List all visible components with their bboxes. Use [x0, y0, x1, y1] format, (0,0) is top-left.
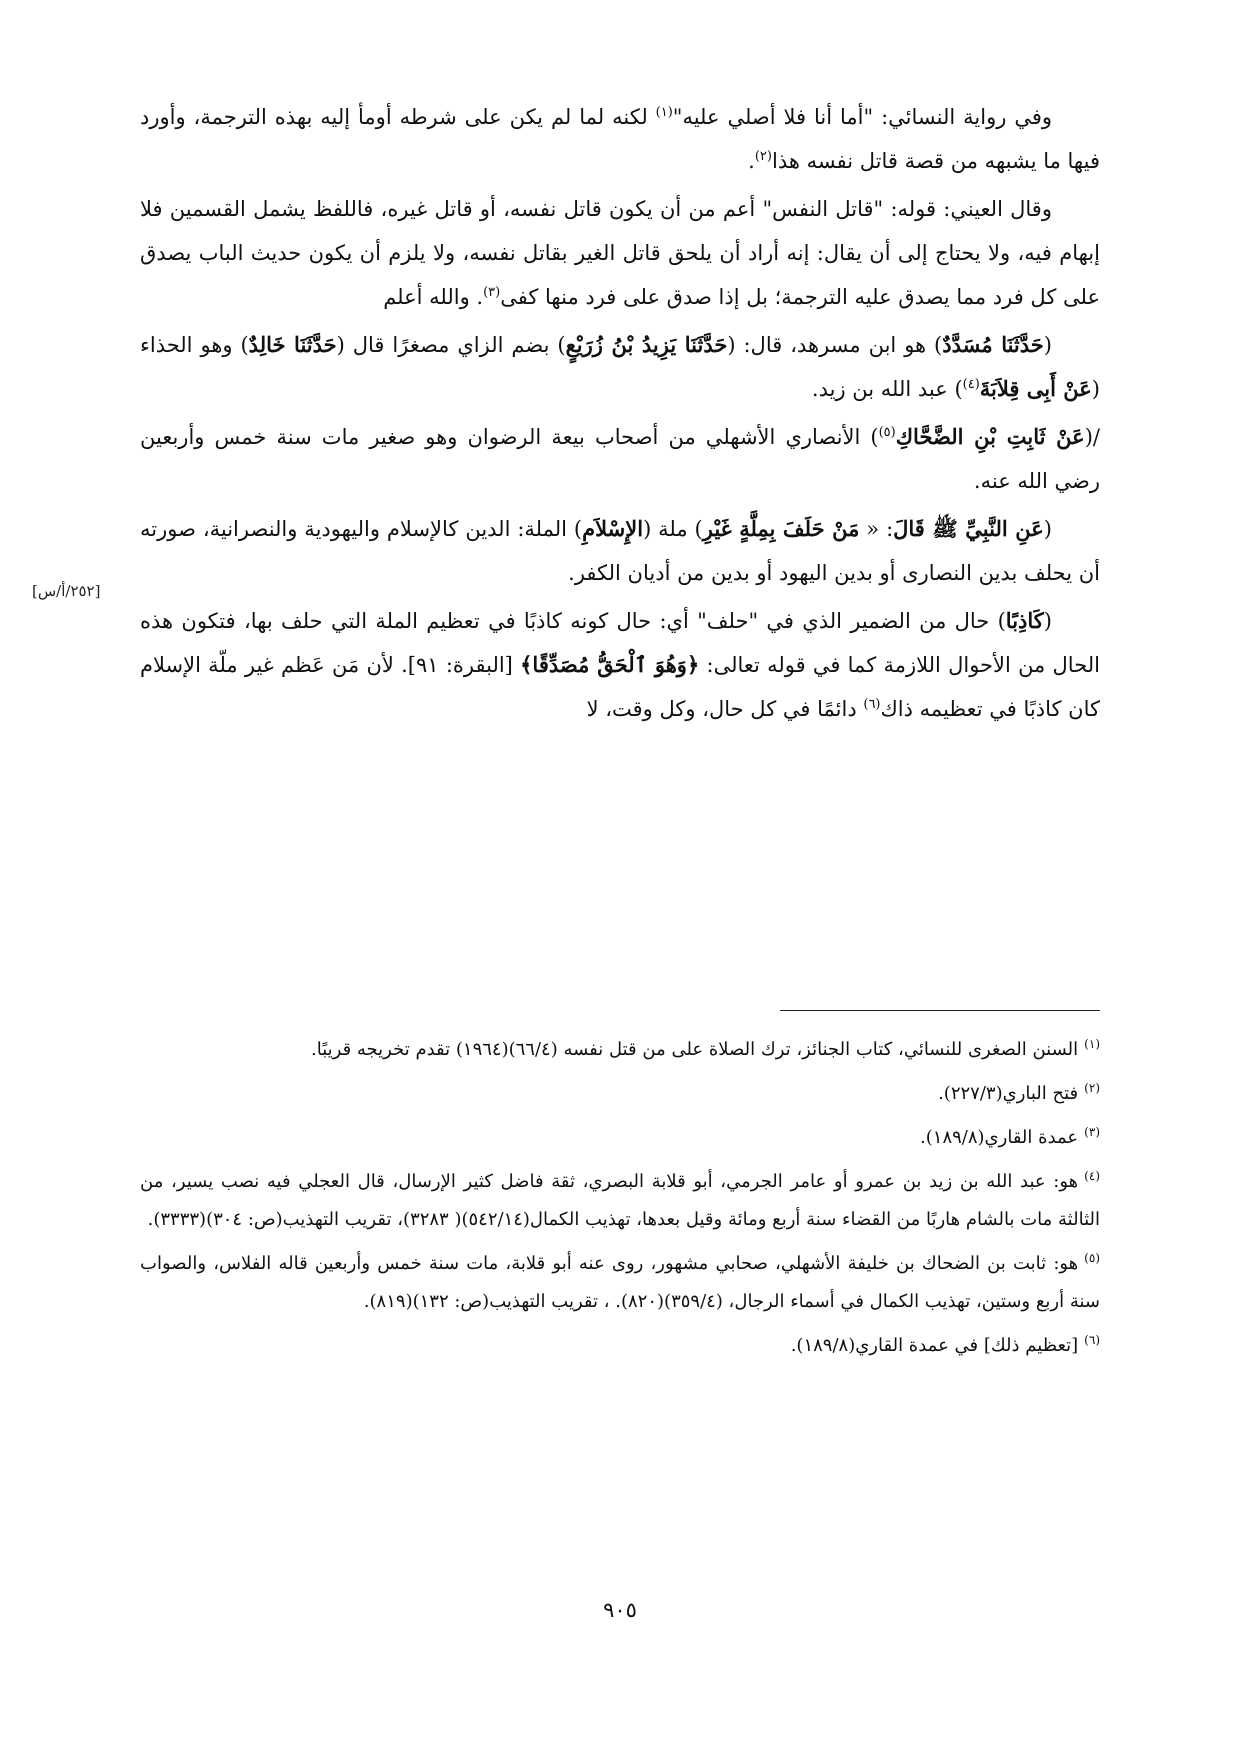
- text: ) حال من الضمير الذي في "حلف" أي: حال كونه كاذبًا في تعظيم الملة التي حلف بها، فتكون هذه الحال من الأحوال اللازمة كما في قوله تعالى:: [140, 609, 1100, 677]
- text: . والله أعلم: [383, 285, 484, 309]
- text: وفي رواية النسائي: "أما أنا فلا أصلي عليه": [672, 105, 1052, 129]
- text: لكنه لما لم يكن على شرطه أومأ إليه بهذه الترجمة، وأورد فيها ما يشبهه من قصة قاتل نفسه هذا: [140, 105, 1100, 173]
- hadith-narrator: عَنْ أَبِى قِلاَبَةَ: [979, 376, 1092, 401]
- text: ) بضم الزاي مصغرًا قال (: [336, 333, 566, 357]
- footnote-3: [140, 1113, 1100, 1157]
- text: [البقرة: ٩١]. لأن مَن عَظم غير ملّة الإسلام كان كاذبًا في تعظيمه ذاك: [140, 653, 1100, 721]
- manuscript-margin-note: [٢٥٢/أ/س]: [32, 582, 101, 600]
- footnote-5: [140, 1239, 1100, 1321]
- footnote-text: هو: عبد الله بن زيد بن عمرو أو عامر الجرمي، أبو قلابة البصري، ثقة فاضل كثير الإرسال، قال العجلي فيه نصب يسير، من الثالثة مات بالشام هاربًا من القضاء سنة أربع ومائة وقيل بعدها، تهذيب الكمال(٥٤٢/١٤)( ٣٢٨٣)، تقريب التهذيب(ص: ٣٠٤)(٣٣٣٣).: [140, 1171, 1100, 1230]
- text: .: [748, 149, 755, 173]
- hadith-narrator: حَدَّثَنَا مُسَدَّدٌ: [942, 332, 1044, 357]
- footnote-text: [تعظيم ذلك] في عمدة القاري(١٨٩/٨).: [790, 1335, 1079, 1356]
- footnote-2: [140, 1069, 1100, 1113]
- footnote-ref-2[interactable]: (٢): [754, 149, 772, 164]
- text: وقال العيني: قوله: "قاتل النفس" أعم من أن يكون قاتل نفسه، أو قاتل غيره، فاللفظ يشمل القسمين فلا إبهام فيه، ولا يحتاج إلى أن يقال: إنه أراد أن يلحق قاتل الغير بقاتل نفسه، ولا يلزم أن يكون حديث الباب يصدق على كل فرد مما يصدق عليه الترجمة؛ بل إذا صدق على فرد منها كفى: [140, 197, 1100, 309]
- footnote-number: (٤): [1084, 1169, 1100, 1183]
- text: : «: [859, 517, 894, 541]
- footnote-text: عمدة القاري(١٨٩/٨).: [920, 1127, 1079, 1148]
- text: ) وهو الحذاء (: [140, 333, 1100, 401]
- paragraph-2: [140, 187, 1100, 319]
- page-number: ٩٠٥: [603, 1598, 637, 1622]
- paragraph-5: [140, 507, 1100, 595]
- text: ) هو ابن مسرهد، قال: (: [727, 333, 943, 357]
- footnote-6: [140, 1321, 1100, 1365]
- footnote-text: السنن الصغرى للنسائي، كتاب الجنائز، ترك الصلاة على من قتل نفسه (٦٦/٤)(١٩٦٤) تقدم تخريجه قريبًا.: [310, 1039, 1079, 1060]
- hadith-narrator: حَدَّثَنَا خَالِدٌ: [248, 332, 337, 357]
- footnote-1: [140, 1025, 1100, 1069]
- footnote-number: (١): [1084, 1037, 1100, 1051]
- hadith-text: كَاذِبًا: [1005, 608, 1044, 633]
- footnote-ref-6[interactable]: (٦): [863, 697, 881, 712]
- footnote-ref-1[interactable]: (١): [655, 105, 673, 120]
- footnote-number: (٣): [1084, 1125, 1100, 1139]
- footnote-number: (٥): [1084, 1251, 1100, 1265]
- main-text: [140, 95, 1100, 735]
- text: ) الملة: الدين كالإسلام واليهودية والنصرانية، صورته أن يحلف بدين النصارى أو بدين اليهود أو بدين من أديان الكفر.: [140, 517, 1100, 585]
- paragraph-3: [140, 323, 1100, 411]
- hadith-text: عَنِ النَّبِيِّ ﷺ قَالَ: [893, 516, 1044, 541]
- footnotes: [140, 1025, 1100, 1365]
- text: (: [1043, 609, 1052, 633]
- text: /(: [1084, 425, 1100, 449]
- footnote-text: فتح الباري(٢٢٧/٣).: [938, 1083, 1079, 1104]
- text: ) ملة (: [643, 517, 703, 541]
- paragraph-6: [140, 599, 1100, 731]
- text: دائمًا في كل حال، وكل وقت، لا: [586, 697, 864, 721]
- quran-verse: ﴿وَهُوَ ٱلْحَقُّ مُصَدِّقًا﴾: [520, 652, 700, 677]
- hadith-text: الإِسْلاَمِ: [582, 516, 644, 541]
- text: (: [1043, 517, 1052, 541]
- text: (: [1043, 333, 1052, 357]
- hadith-text: مَنْ حَلَفَ بِمِلَّةٍ غَيْرِ: [702, 516, 860, 541]
- hadith-narrator: حَدَّثَنَا يَزِيدُ بْنُ زُرَيْعٍ: [565, 332, 728, 357]
- text: ) عبد الله بن زيد.: [811, 377, 963, 401]
- footnote-divider: [780, 1010, 1100, 1011]
- hadith-narrator: عَنْ ثَابِتِ بْنِ الضَّحَّاكِ: [895, 424, 1085, 449]
- footnote-ref-3[interactable]: (٣): [483, 285, 501, 300]
- footnote-ref-4[interactable]: (٤): [962, 377, 980, 392]
- text: ) الأنصاري الأشهلي من أصحاب بيعة الرضوان وهو صغير مات سنة خمس وأربعين رضي الله عنه.: [140, 425, 1100, 493]
- footnote-4: [140, 1157, 1100, 1239]
- footnote-number: (٦): [1084, 1333, 1100, 1347]
- paragraph-4: [140, 415, 1100, 503]
- footnote-ref-5[interactable]: (٥): [878, 425, 896, 440]
- footnote-text: هو: ثابت بن الضحاك بن خليفة الأشهلي، صحابي مشهور، روى عنه أبو قلابة، مات سنة خمس وأربعين قاله الفلاس، والصواب سنة أربع وستين، تهذيب الكمال في أسماء الرجال، (٣٥٩/٤)(٨٢٠). ، تقريب التهذيب(ص: ١٣٢)(٨١٩).: [140, 1253, 1100, 1312]
- paragraph-1: [140, 95, 1100, 183]
- footnote-number: (٢): [1084, 1081, 1100, 1095]
